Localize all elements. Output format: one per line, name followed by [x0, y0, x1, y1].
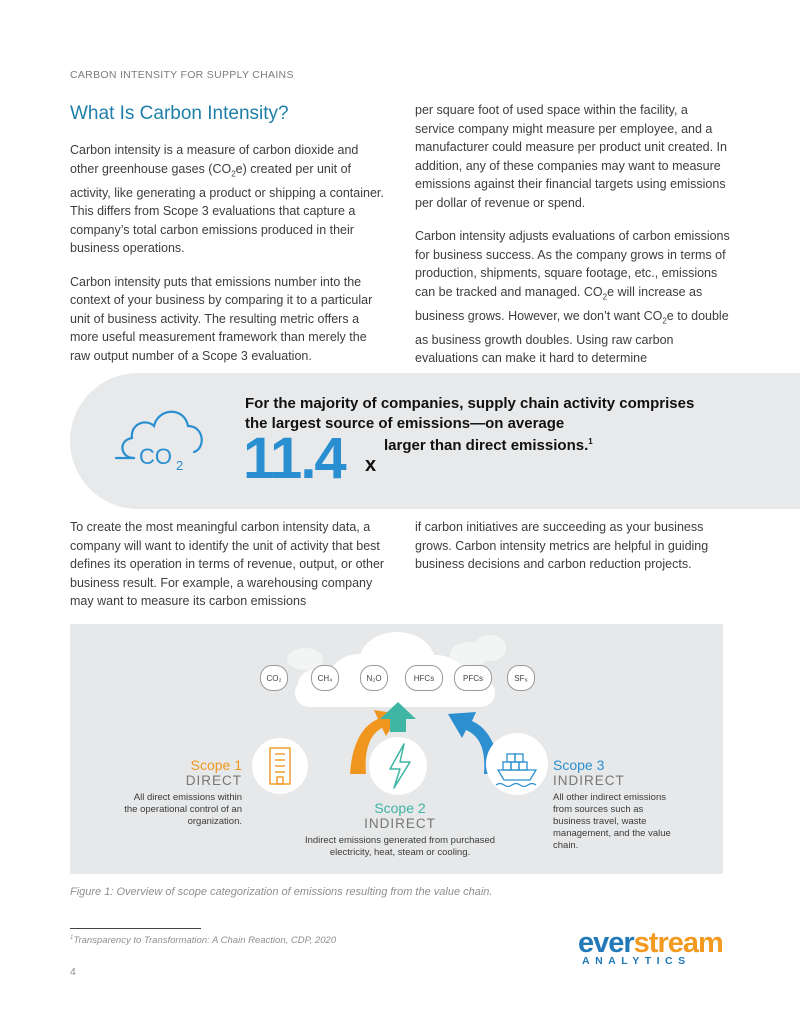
- gas-sf6: SF₆: [507, 665, 535, 691]
- scope1-subtitle: DIRECT: [185, 773, 242, 788]
- everstream-logo: everstream: [578, 927, 723, 959]
- section-title: What Is Carbon Intensity?: [70, 103, 289, 124]
- footnote: $^1$Transparency to Transformation: A Chain Reaction, CDP, 2020: [70, 935, 337, 947]
- lower-right-paragraph: if carbon initiatives are succeeding as your business grows. Carbon intensity metrics are helpful in guiding business decisions and carbon reduction projects.: [415, 520, 709, 571]
- scope3-subtitle: INDIRECT: [553, 773, 625, 788]
- gas-ch4: CH₄: [311, 665, 339, 691]
- scope3-title: Scope 3: [553, 757, 605, 773]
- scope2-subtitle: INDIRECT: [364, 816, 436, 831]
- logo-subtitle: ANALYTICS: [582, 955, 691, 967]
- gas-pfcs: PFCs: [454, 665, 492, 691]
- lower-left-paragraph: To create the most meaningful carbon intensity data, a company will want to identify the unit of activity that best defines its operation in terms of revenue, output, or other business result. For example, a warehousing company may want to measure its carbon emissions: [70, 520, 385, 608]
- big-number: 11.4: [243, 426, 345, 491]
- gas-n2o: N₂O: [360, 665, 388, 691]
- running-header: CARBON INTENSITY FOR SUPPLY CHAINS: [70, 69, 294, 81]
- lower-right-column: [415, 518, 730, 589]
- right-paragraph-2: Carbon intensity adjusts evaluations of carbon emissions for business success. As the company grows in terms of production, shipments, square footage, etc., emissions can be tracked and managed. $CO_2e$ will increase as business grows. However, we don’t want $CO_2e$ to double as business growth doubles. Using raw carbon evaluations can make it hard to determine: [415, 229, 730, 365]
- scope3-description: All other indirect emissions from sources such as business travel, waste management, and the value chain.: [553, 792, 671, 851]
- scope1-title: Scope 1: [190, 757, 242, 773]
- right-column: [415, 101, 730, 383]
- gas-hfcs: HFCs: [405, 665, 443, 691]
- banner-statement: For the majority of companies, supply chain activity comprises the largest source of emissions—on average: [245, 395, 695, 432]
- lower-left-column: [70, 518, 388, 626]
- left-paragraph-2: Carbon intensity puts that emissions number into the context of your business by comparing it to a particular unit of business activity. The resulting metric offers a more useful measurement framework than merely the raw output number of a Scope 3 evaluation.: [70, 274, 373, 363]
- cloud-co2-icon: [112, 398, 212, 478]
- scope3-block: [553, 757, 683, 852]
- right-paragraph-1: per square foot of used space within the facility, a service company might measure per employee, and a manufacturer could measure per product unit created. In addition, any of these companies may want to measure emissions against their financial targets using emissions per dollar of revenue or spend.: [415, 103, 727, 210]
- svg-text:2: 2: [176, 458, 184, 473]
- scope-diagram: [70, 624, 723, 874]
- scope1-description: All direct emissions within the operational control of an organization.: [124, 792, 242, 827]
- gas-co2: CO₂: [260, 665, 288, 691]
- figure-caption: Figure 1: Overview of scope categorization of emissions resulting from the value chain.: [70, 886, 493, 898]
- svg-text:CO: CO: [139, 444, 172, 469]
- footnote-rule: [70, 928, 201, 929]
- left-column: [70, 141, 388, 380]
- banner-tail: larger than direct emissions.$^1$: [384, 437, 593, 454]
- big-number-multiplier: x: [365, 454, 377, 476]
- scope2-block: [295, 800, 505, 859]
- page-number: 4: [70, 966, 76, 978]
- scope2-description: Indirect emissions generated from purchased electricity, heat, steam or cooling.: [304, 835, 496, 858]
- scope2-title: Scope 2: [374, 800, 426, 816]
- left-paragraph-1: Carbon intensity is a measure of carbon dioxide and other greenhouse gases $(CO_2e)$ created per unit of activity, like generating a product or shipping a container. This differs from Scope 3 evaluations that capture a company’s total carbon emissions produced in their business operations.: [70, 143, 384, 255]
- scope1-block: [110, 757, 242, 828]
